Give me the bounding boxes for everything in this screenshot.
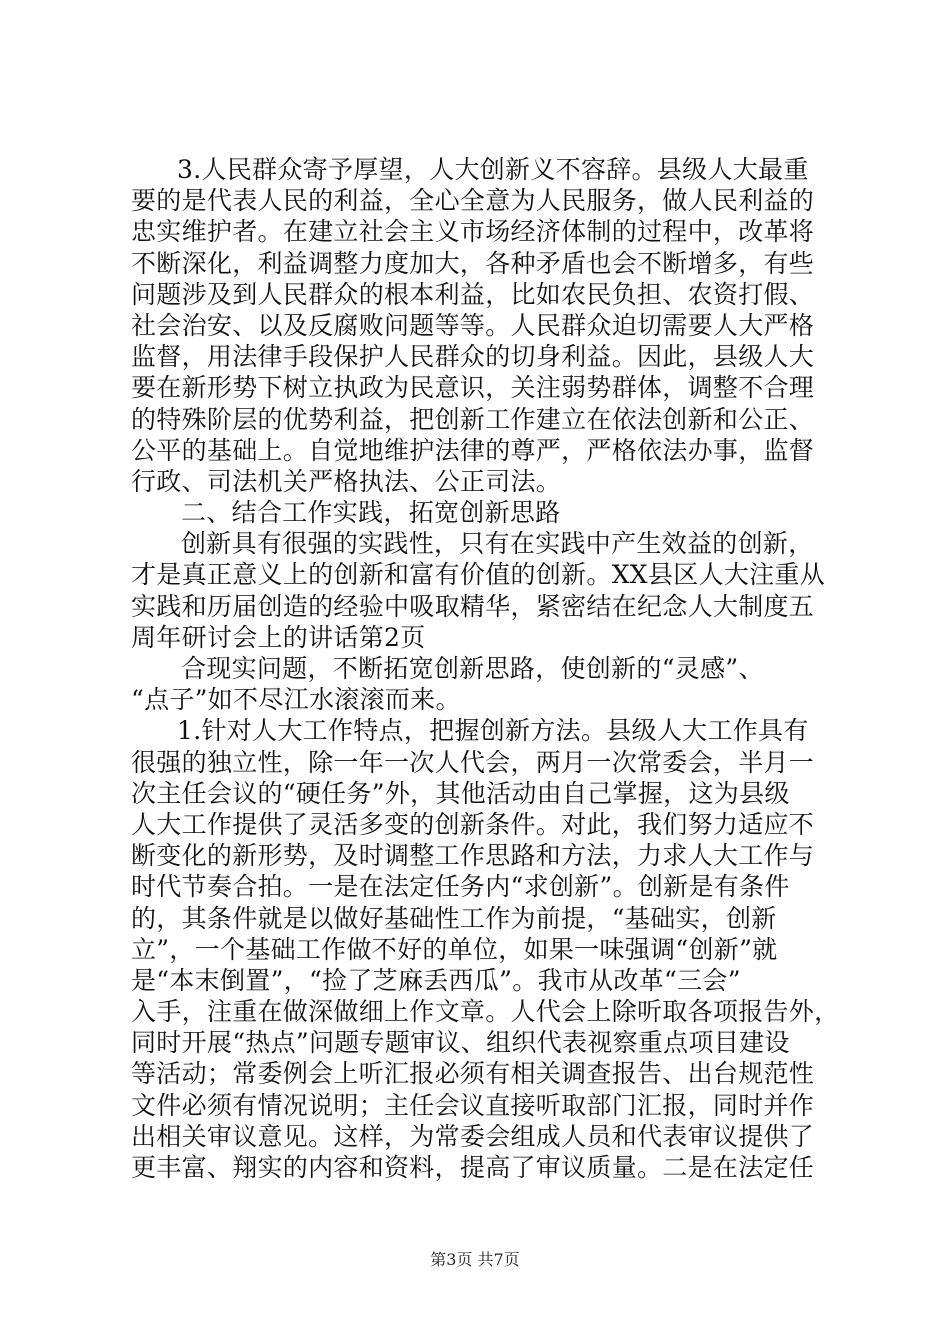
paragraph-line: 忠实维护者。在建立社会主义市场经济体制的过程中，改革将 — [131, 217, 815, 247]
section-heading: 二、结合工作实践，拓宽创新思路 — [181, 498, 561, 528]
paragraph-line: 合现实问题，不断拓宽创新思路，使创新的“灵感”、 — [181, 654, 764, 683]
page-number-footer: 第3页 共7页 — [430, 1250, 520, 1269]
paragraph-line: 同时开展“热点”问题专题审议、组织代表视察重点项目建设 — [131, 1028, 790, 1058]
paragraph-line: 不断深化，利益调整力度加大，各种矛盾也会不断增多，有些 — [131, 248, 815, 278]
paragraph-line: 3.人民群众寄予厚望，人大创新义不容辞。县级人大最重 — [177, 155, 809, 184]
paragraph-line: 等活动；常委例会上听汇报必须有相关调查报告、出台规范性 — [131, 1059, 815, 1089]
paragraph-line: 监督，用法律手段保护人民群众的切身利益。因此，县级人大 — [131, 342, 815, 372]
document-body — [131, 154, 840, 1183]
paragraph-line: 行政、司法机关严格执法、公正司法。 — [131, 466, 562, 496]
paragraph-line: 出相关审议意见。这样，为常委会组成人员和代表审议提供了 — [131, 1121, 815, 1151]
paragraph-line: 要的是代表人民的利益，全心全意为人民服务，做人民利益的 — [131, 186, 815, 216]
paragraph-line: 更丰富、翔实的内容和资料，提高了审议质量。二是在法定任 — [131, 1153, 815, 1182]
paragraph-line: 才是真正意义上的创新和富有价值的创新。XX县区人大注重从 — [131, 560, 825, 590]
paragraph-line: 实践和历届创造的经验中吸取精华，紧密结在纪念人大制度五 — [131, 591, 815, 621]
paragraph-line: 周年研讨会上的讲话第2页 — [131, 622, 426, 652]
paragraph-line: 时代节奏合拍。一是在法定任务内“求创新”。创新是有条件 — [131, 872, 790, 902]
paragraph-line: 入手，注重在做深做细上作文章。人代会上除听取各项报告外， — [131, 997, 840, 1027]
paragraph-line: 公平的基础上。自觉地维护法律的尊严，严格依法办事，监督 — [131, 435, 815, 465]
paragraph-line: 很强的独立性，除一年一次人代会，两月一次常委会，半月一 — [131, 747, 815, 777]
paragraph-line: 1.针对人大工作特点，把握创新方法。县级人大工作具有 — [177, 716, 809, 746]
paragraph-line: 断变化的新形势，及时调整工作思路和方法，力求人大工作与 — [131, 841, 815, 871]
paragraph-line: 是“本末倒置”，“捡了芝麻丢西瓜”。我市从改革“三会” — [131, 965, 741, 995]
paragraph-line: 次主任会议的“硬任务”外，其他活动由自己掌握，这为县级 — [131, 778, 790, 808]
paragraph-line: 要在新形势下树立执政为民意识，关注弱势群体，调整不合理 — [131, 373, 815, 403]
paragraph-line: 的特殊阶层的优势利益，把创新工作建立在依法创新和公正、 — [131, 404, 815, 434]
paragraph-line: 立”，一个基础工作做不好的单位，如果一味强调“创新”就 — [131, 934, 778, 964]
paragraph-line: 文件必须有情况说明；主任会议直接听取部门汇报，同时并作 — [131, 1090, 815, 1120]
paragraph-line: 创新具有很强的实践性，只有在实践中产生效益的创新， — [181, 529, 814, 559]
paragraph-line: 问题涉及到人民群众的根本利益，比如农民负担、农资打假、 — [131, 279, 815, 309]
paragraph-line: “点子”如不尽江水滚滚而来。 — [131, 685, 461, 715]
paragraph-line: 社会治安、以及反腐败问题等等。人民群众迫切需要人大严格 — [131, 310, 815, 340]
paragraph-line: 人大工作提供了灵活多变的创新条件。对此，我们努力适应不 — [131, 809, 815, 839]
paragraph-line: 的，其条件就是以做好基础性工作为前提，“基础实，创新 — [131, 903, 777, 933]
